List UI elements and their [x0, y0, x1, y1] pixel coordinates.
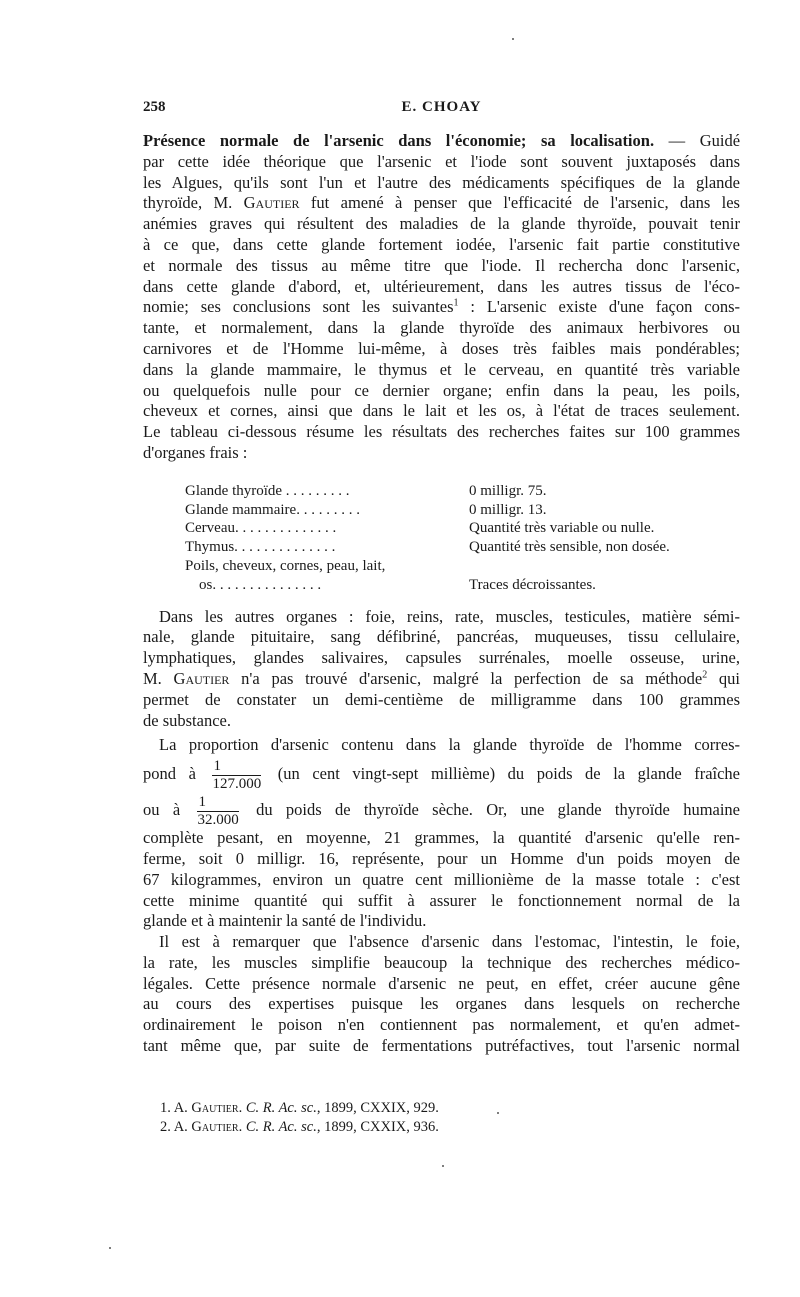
footnote-ref-2: 2: [702, 669, 708, 681]
arsenic-table: [185, 482, 670, 595]
body-text: [143, 131, 740, 1057]
page-number: 258: [143, 99, 166, 115]
table-row: Poils, cheveux, cornes, peau, lait,: [185, 557, 386, 574]
paragraph-proportion: La proportion d'arsenic contenu dans la glande thyroïde de l'homme corres- pond à $\frac{1}{127.000}$ (un cent vingt-sept millième) du poids de la glande fraîche ou à $\frac{1}{32.000}$ du poids de thyroïde sèche. Or, une glande thyroïde humaine complète pesant, en moyenne, 21 grammes, la quantité d'arsenic qu'elle ren- ferme, soit 0 milligr. 16, représente, pour un Homme d'un poids moyen de 67 kilogrammes, environ un quatre cent millionième de la masse totale : c'est cette minime quantité qui suffit à assurer le fonctionnement normal de la glande et à maintenir la santé de l'individu.: [143, 735, 741, 931]
section-heading: Présence normale de l'arsenic dans l'économie; sa localisation.: [143, 131, 655, 150]
footnote-2: 2. A. Gautier. C. R. Ac. sc., 1899, CXXIX, 936.: [160, 1119, 439, 1135]
table-row: Cerveau. . . . . . . . . . . . . . Quantité très variable ou nulle.: [185, 520, 655, 537]
paper-speck: [497, 1112, 499, 1114]
footnote-ref-1: 1: [453, 297, 459, 309]
paper-speck: [109, 1247, 111, 1249]
paragraph-autres-organes: Dans les autres organes : foie, reins, rate, muscles, testicules, matière sémi- nale, glande pituitaire, sang défibriné, pancréas, muqueuses, tissu cellulaire, lymphatiques, glandes salivaires, capsules surrénales, moelle osseuse, urine, M. Gautier n'a pas trouvé d'arsenic, malgré la perfection de sa méthode$^2$ qui permet de constater un demi-centième de milligramme dans 100 grammes de substance.: [143, 606, 740, 730]
table-row: Glande mammaire. . . . . . . . . 0 milligr. 13.: [185, 501, 547, 518]
running-head-author: E. CHOAY: [401, 99, 482, 115]
paragraph-presence-normale: Présence normale de l'arsenic dans l'économie; sa localisation. — Guidé par cette idée théorique que l'arsenic et l'iode sont souvent juxtaposés dans les Algues, qu'ils sont l'un et l'autre des médicaments spécifiques de la glande thyroïde, M. Gautier fut amené à penser que l'efficacité de l'arsenic, dans les anémies graves qui résultent des maladies de la glande thyroïde, pouvait tenir à ce que, dans cette glande fortement iodée, l'arsenic fait partie constitutive et normale des tissus au même titre que l'iode. Il rechercha donc l'arsenic, dans cette glande d'abord, et, ultérieurement, dans les autres tissus de l'éco- nomie; ses conclusions sont les suivantes$^1$ : L'arsenic existe d'une façon cons- tante, et normalement, dans la glande thyroïde des animaux herbivores ou carnivores et de l'Homme lui-même, à doses très faibles mais pondérables; dans la glande mammaire, le thymus et le cerveau, en quantité très variable ou quelquefois nulle pour ce dernier organe; enfin dans la peau, les poils, cheveux et cornes, ainsi que dans le lait et les os, à l'état de traces seulement. Le tableau ci-dessous résume les résultats des recherches faites sur 100 grammes d'organes frais :: [143, 131, 741, 462]
author-name: Gautier: [243, 193, 300, 213]
footnotes: [160, 1099, 560, 1137]
table-row: os. . . . . . . . . . . . . . . Traces décroissantes.: [199, 576, 596, 593]
table-row: Glande thyroïde . . . . . . . . . 0 milligr. 75.: [185, 482, 547, 499]
paper-speck: [512, 38, 514, 40]
author-name: Gautier: [173, 668, 230, 688]
fraction-1-127000: $\frac{1}{127.000}$: [212, 757, 262, 792]
footnote-1: 1. A. Gautier. C. R. Ac. sc., 1899, CXXIX, 929.: [160, 1100, 439, 1116]
table-row: Thymus. . . . . . . . . . . . . . Quantité très sensible, non dosée.: [185, 539, 670, 556]
running-head: [143, 99, 740, 121]
paragraph-remarque: Il est à remarquer que l'absence d'arsenic dans l'estomac, l'intestin, le foie, la rate, les muscles simplifie beaucoup la technique des recherches médico- légales. Cette présence normale d'arsenic ne peut, en effet, créer aucune gêne au cours des expertises puisque les organes dans lesquels on recherche ordinairement le poison n'en contiennent pas normalement, et qu'en admet- tant même que, par suite de fermentations putréfactives, tout l'arsenic normal: [143, 932, 740, 1056]
fraction-1-32000: $\frac{1}{32.000}$: [197, 793, 239, 828]
paper-speck: [442, 1165, 444, 1167]
